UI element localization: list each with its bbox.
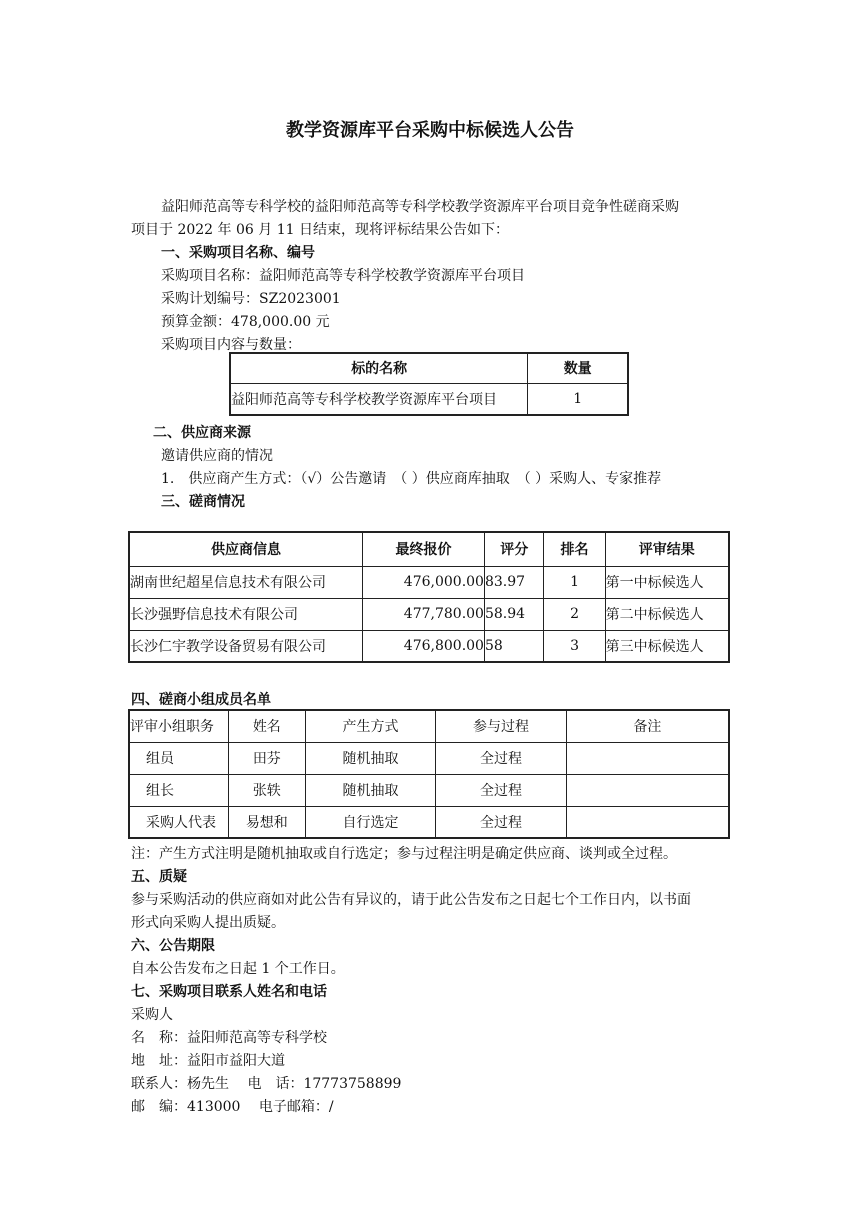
- bid-score: 58.94: [484, 598, 544, 630]
- table-row: [230, 383, 628, 415]
- panel-remark: [566, 774, 729, 806]
- section3-heading: 三、磋商情况: [161, 494, 245, 510]
- item-header-name: 标的名称: [230, 353, 528, 383]
- table-row: [129, 598, 729, 630]
- section6-heading: 六、公告期限: [131, 938, 215, 954]
- table-row: [129, 566, 729, 598]
- page-title: 教学资源库平台采购中标候选人公告: [286, 120, 574, 141]
- budget-amount: 预算金额：478,000.00 元: [161, 314, 330, 330]
- table-row: [129, 742, 729, 774]
- bid-supplier: 长沙仁宇教学设备贸易有限公司: [129, 630, 363, 662]
- section7-heading: 七、采购项目联系人姓名和电话: [131, 984, 327, 1000]
- purchaser-contact: 联系人：杨先生 电 话：17773758899: [131, 1076, 402, 1092]
- item-header-qty: 数量: [528, 353, 628, 383]
- table-row: [129, 630, 729, 662]
- section1-heading: 一、采购项目名称、编号: [161, 245, 315, 261]
- panel-process: 全过程: [436, 806, 567, 838]
- bid-result: 第三中标候选人: [605, 630, 729, 662]
- panel-method: 随机抽取: [305, 742, 436, 774]
- panel-name: 田芬: [228, 742, 305, 774]
- panel-process: 全过程: [436, 774, 567, 806]
- panel-method: 随机抽取: [305, 774, 436, 806]
- bid-result: 第一中标候选人: [605, 566, 729, 598]
- panel-header-process: 参与过程: [436, 710, 567, 742]
- bid-price: 476,800.00: [363, 630, 485, 662]
- panel-note: 注：产生方式注明是随机抽取或自行选定；参与过程注明是确定供应商、谈判或全过程。: [131, 846, 677, 862]
- challenge-line-1: 参与采购活动的供应商如对此公告有异议的，请于此公告发布之日起七个工作日内，以书面: [131, 892, 691, 908]
- purchaser-name: 名 称：益阳师范高等专科学校: [131, 1030, 327, 1046]
- bid-table: [128, 531, 730, 663]
- panel-header-name: 姓名: [228, 710, 305, 742]
- table-row: [129, 806, 729, 838]
- bid-supplier: 长沙强野信息技术有限公司: [129, 598, 363, 630]
- purchaser-label: 采购人: [131, 1007, 173, 1023]
- panel-process: 全过程: [436, 742, 567, 774]
- panel-remark: [566, 742, 729, 774]
- supplier-method: 1. 供应商产生方式：（√）公告邀请 （ ）供应商库抽取 （ ）采购人、专家推荐: [161, 471, 662, 487]
- panel-name: 易想和: [228, 806, 305, 838]
- bid-header-rank: 排名: [544, 532, 605, 566]
- panel-role: 组员: [129, 742, 228, 774]
- panel-remark: [566, 806, 729, 838]
- panel-header-remark: 备注: [566, 710, 729, 742]
- panel-method: 自行选定: [305, 806, 436, 838]
- project-name: 采购项目名称：益阳师范高等专科学校教学资源库平台项目: [161, 268, 525, 284]
- notice-period: 自本公告发布之日起 1 个工作日。: [131, 961, 345, 977]
- item-cell-name: 益阳师范高等专科学校教学资源库平台项目: [230, 383, 528, 415]
- bid-score: 83.97: [484, 566, 544, 598]
- section4-heading: 四、磋商小组成员名单: [131, 692, 271, 708]
- bid-rank: 2: [544, 598, 605, 630]
- panel-header-method: 产生方式: [305, 710, 436, 742]
- content-label: 采购项目内容与数量：: [161, 337, 301, 353]
- intro-line-2: 项目于 2022 年 06 月 11 日结束，现将评标结果公告如下：: [131, 222, 509, 238]
- panel-role: 组长: [129, 774, 228, 806]
- bid-header-result: 评审结果: [605, 532, 729, 566]
- invite-label: 邀请供应商的情况: [161, 448, 273, 464]
- intro-line-1: 益阳师范高等专科学校的益阳师范高等专科学校教学资源库平台项目竞争性磋商采购: [161, 199, 679, 215]
- bid-header-score: 评分: [484, 532, 544, 566]
- bid-result: 第二中标候选人: [605, 598, 729, 630]
- bid-header-supplier: 供应商信息: [129, 532, 363, 566]
- panel-name: 张轶: [228, 774, 305, 806]
- bid-rank: 1: [544, 566, 605, 598]
- panel-header-role: 评审小组职务: [129, 710, 228, 742]
- bid-supplier: 湖南世纪超星信息技术有限公司: [129, 566, 363, 598]
- section5-heading: 五、质疑: [131, 869, 187, 885]
- table-row: [129, 774, 729, 806]
- panel-table: [128, 709, 730, 839]
- bid-rank: 3: [544, 630, 605, 662]
- section2-heading: 二、供应商来源: [153, 425, 251, 441]
- purchaser-address: 地 址：益阳市益阳大道: [131, 1053, 285, 1069]
- bid-price: 476,000.00: [363, 566, 485, 598]
- bid-score: 58: [484, 630, 544, 662]
- purchaser-post: 邮 编：413000 电子邮箱：/: [131, 1099, 334, 1115]
- challenge-line-2: 形式向采购人提出质疑。: [131, 915, 285, 931]
- bid-header-price: 最终报价: [363, 532, 485, 566]
- bid-price: 477,780.00: [363, 598, 485, 630]
- plan-number: 采购计划编号：SZ2023001: [161, 291, 341, 307]
- item-table: [229, 352, 629, 416]
- item-cell-qty: 1: [528, 383, 628, 415]
- panel-role: 采购人代表: [129, 806, 228, 838]
